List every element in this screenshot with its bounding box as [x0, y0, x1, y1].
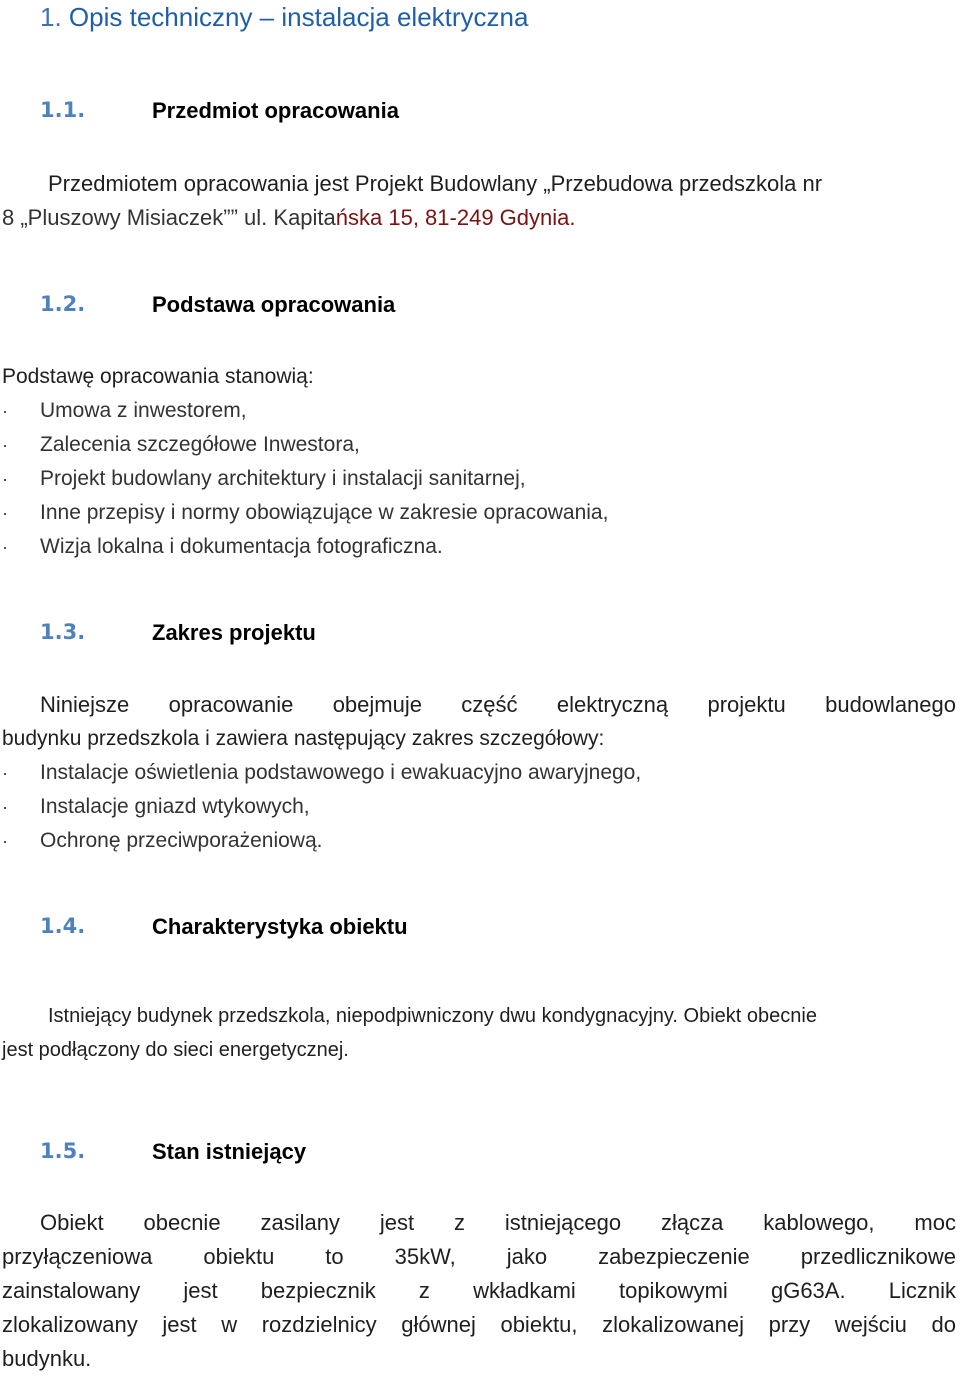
- section-1-4-number: 1.4.: [40, 914, 86, 938]
- section-1-1-title: Przedmiot opracowania: [152, 98, 399, 123]
- s13-line-2: budynku przedszkola i zawiera następujący zakres szczegółowy:: [2, 727, 605, 750]
- section-1-3-number: 1.3.: [40, 620, 86, 644]
- s14-line-1: Istniejący budynek przedszkola, niepodpiwniczony dwu kondygnacyjny. Obiekt obecnie: [48, 1005, 817, 1027]
- s15-line-3: zainstalowany jest bezpiecznik z wkładkami topikowymi gG63A. Licznik: [2, 1278, 956, 1303]
- s11-line-2a: 8 „Pluszowy Misiaczek”” ul. Kapita: [2, 205, 336, 230]
- list-item: · Umowa z inwestorem,: [2, 399, 247, 422]
- title-number: 1.: [40, 2, 62, 32]
- section-1-1-number: 1.1.: [40, 98, 86, 122]
- s14-line-2: jest podłączony do sieci energetycznej.: [2, 1039, 349, 1061]
- list-item: · Projekt budowlany architektury i instalacji sanitarnej,: [2, 467, 526, 490]
- s15-line-1: Obiekt obecnie zasilany jest z istniejącego złącza kablowego, moc: [40, 1210, 956, 1235]
- section-1-5-title: Stan istniejący: [152, 1139, 307, 1164]
- list-item: · Ochronę przeciwporażeniową.: [2, 829, 323, 852]
- list-item: · Instalacje gniazd wtykowych,: [2, 795, 310, 818]
- list-item: · Wizja lokalna i dokumentacja fotograficzna.: [2, 535, 443, 558]
- section-1-5-number: 1.5.: [40, 1139, 86, 1163]
- document-title: [40, 2, 528, 33]
- section-1-2-number: 1.2.: [40, 292, 86, 316]
- list-item: · Instalacje oświetlenia podstawowego i ewakuacyjno awaryjnego,: [2, 761, 642, 784]
- section-1-2-title: Podstawa opracowania: [152, 292, 396, 317]
- title-text: Opis techniczny – instalacja elektryczna: [68, 2, 529, 32]
- s13-line-1: Niniejsze opracowanie obejmuje część elektryczną projektu budowlanego: [40, 692, 956, 717]
- s11-line-2b: ńska 15, 81-249 Gdynia.: [335, 205, 576, 230]
- section-1-3-title: Zakres projektu: [152, 620, 316, 645]
- list-item: · Zalecenia szczegółowe Inwestora,: [2, 433, 360, 456]
- s15-line-5: budynku.: [2, 1346, 92, 1371]
- section-1-4-title: Charakterystyka obiektu: [152, 914, 408, 939]
- s15-line-4: zlokalizowany jest w rozdzielnicy głównej obiektu, zlokalizowanej przy wejściu do: [2, 1312, 956, 1337]
- list-item: · Inne przepisy i normy obowiązujące w zakresie opracowania,: [2, 501, 609, 524]
- s12-intro: Podstawę opracowania stanowią:: [2, 365, 314, 388]
- s15-line-2: przyłączeniowa obiektu to 35kW, jako zabezpieczenie przedlicznikowe: [2, 1244, 956, 1269]
- s11-line-1: Przedmiotem opracowania jest Projekt Budowlany „Przebudowa przedszkola nr: [48, 171, 823, 196]
- s11-line-2: [2, 201, 576, 235]
